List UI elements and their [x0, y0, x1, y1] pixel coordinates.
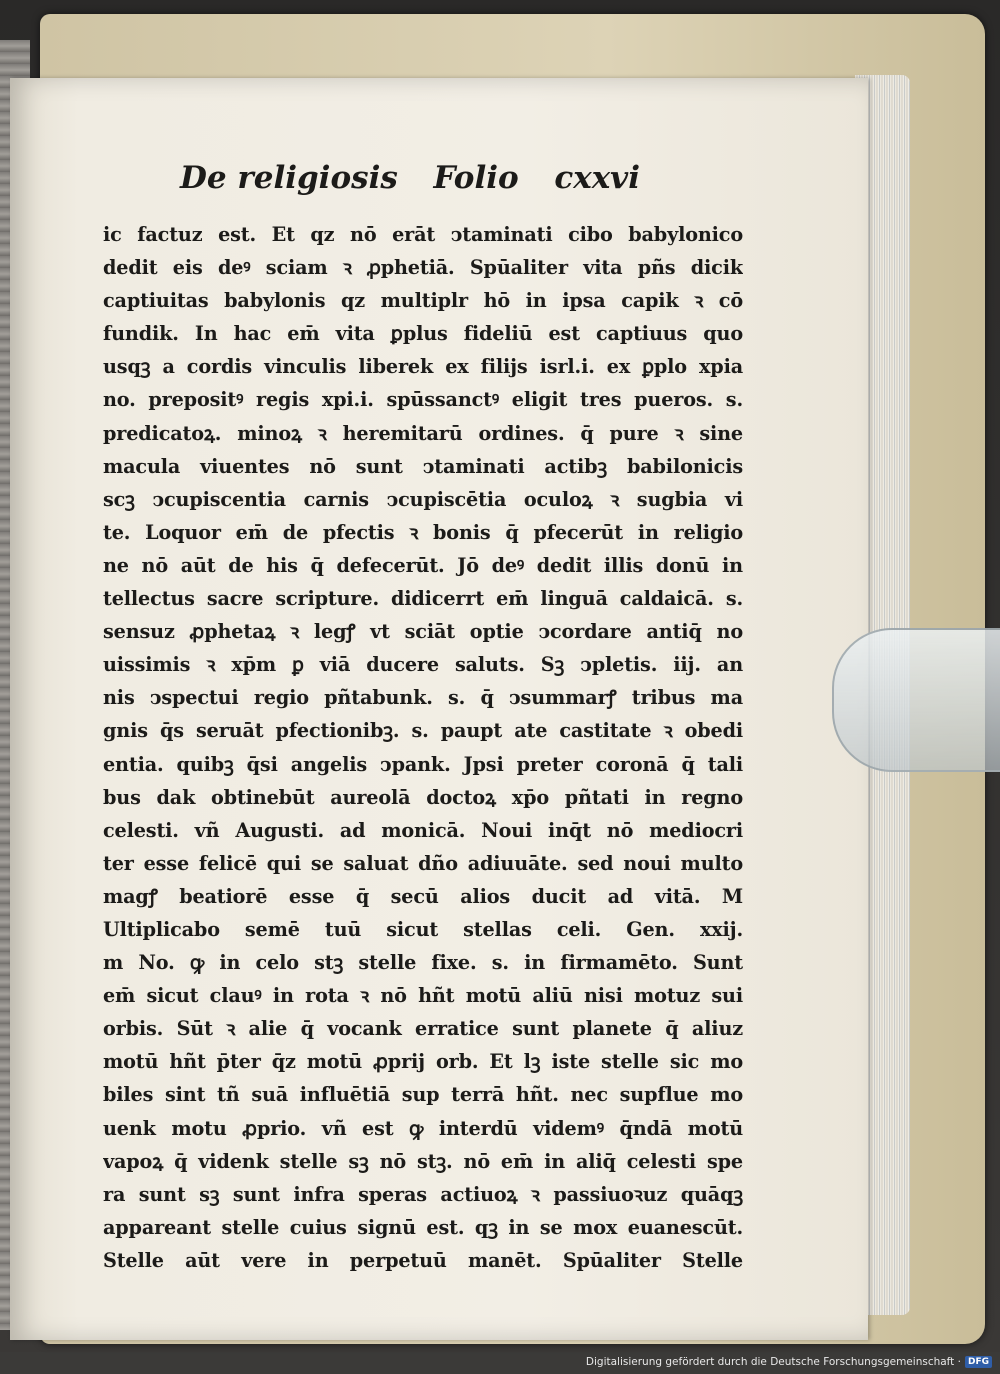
text-line: bus dak obtinebūt aureolā doctoꝝ xp̄o pñtati in regno: [103, 785, 743, 809]
text-line: motū hñt p̄ter q̄z motū ꝓprij orb. Et lꝫ iste stelle sic mo: [103, 1050, 743, 1074]
text-line: captiuitas babylonis qz multiplr hō in ipsa capik ꝛ cō: [103, 289, 743, 313]
text-line: te. Loquor em̄ de pfectis ꝛ bonis q̄ pfecerūt in religio: [103, 520, 743, 544]
header-title: De religiosis: [180, 160, 398, 196]
text-line: m No. ꝙ in celo stꝫ stelle fixe. s. in firmamēto. Sunt: [103, 951, 743, 975]
text-line: appareant stelle cuius signū est. qꝫ in se mox euanescūt.: [103, 1215, 743, 1239]
text-line: magꝭ beatiorē esse q̄ secū alios ducit ad vitā. M: [103, 884, 743, 908]
running-header: [180, 160, 640, 210]
text-block: [103, 218, 743, 1277]
text-line: biles sint tñ suā influētiā sup terrā hñt. nec supflue mo: [103, 1083, 743, 1107]
text-line: nis ↄspectui regio pñtabunk. s. q̄ ↄsummarꝭ tribus ma: [103, 686, 743, 710]
digitization-credit: [586, 1354, 992, 1370]
text-line: em̄ sicut clauꝰ in rota ꝛ nō hñt motū aliū nisi motuz sui: [103, 984, 743, 1008]
text-line: sensuz ꝓphetaꝝ ꝛ legꝭ vt sciāt optie ↄcordare antiq̄ no: [103, 620, 743, 644]
text-line: ne nō aūt de his q̄ defecerūt. Jō deꝰ dedit illis donū in: [103, 553, 743, 577]
text-line: entia. quibꝫ q̄si angelis ↄpank. Jpsi preter coronā q̄ tali: [103, 752, 743, 776]
text-line: tellectus sacre scripture. didicerrt em̄ linguā caldaicā. s.: [103, 587, 743, 611]
text-line: uenk motu ꝓprio. vñ est ꝙ interdū videmꝰ q̄ndā motū: [103, 1116, 743, 1140]
text-line: dedit eis deꝰ sciam ꝛ ꝓphetiā. Spūaliter vita pñs dicik: [103, 256, 743, 280]
text-line: celesti. vñ Augusti. ad monicā. Noui inq̄t nō mediocri: [103, 818, 743, 842]
text-line: Stelle aūt vere in perpetuū manēt. Spūaliter Stelle: [103, 1248, 743, 1272]
text-line: no. prepositꝰ regis xpi.i. spūssanctꝰ eligit tres pueros. s.: [103, 388, 743, 412]
text-line: scꝫ ↄcupiscentia carnis ↄcupiscētia oculoꝝ ꝛ sugbia vi: [103, 487, 743, 511]
text-line: predicatoꝝ. minoꝝ ꝛ heremitarū ordines. q̄ pure ꝛ sine: [103, 421, 743, 445]
book-clasp: [832, 628, 1000, 772]
text-line: vapoꝝ q̄ videnk stelle sꝫ nō stꝫ. nō em̄ in aliq̄ celesti spe: [103, 1149, 743, 1173]
text-line: ic factuz est. Et qz nō erāt ↄtaminati cibo babylonico: [103, 223, 743, 246]
header-folio-label: Folio: [433, 160, 519, 196]
text-line: uissimis ꝛ xp̄m ꝑ viā ducere saluts. Sꝫ ↄpletis. iij. an: [103, 653, 743, 677]
text-line: Ultiplicabo semē tuū sicut stellas celi. Gen. xxij.: [103, 917, 743, 941]
text-line: usqꝫ a cordis vinculis liberek ex filijs isrl.i. ex ꝑplo xpia: [103, 355, 743, 379]
text-line: ra sunt sꝫ sunt infra speras actiuoꝝ ꝛ passiuoꝛuz quāqꝫ: [103, 1182, 743, 1206]
credit-text: Digitalisierung gefördert durch die Deutsche Forschungsgemeinschaft ·: [585, 1356, 961, 1368]
text-line: ter esse felicē qui se saluat dño adiuuāte. sed noui multo: [103, 851, 743, 875]
text-line: orbis. Sūt ꝛ alie q̄ vocank erratice sunt planete q̄ aliuz: [103, 1017, 743, 1041]
text-line: gnis q̄s seruāt pfectionibꝫ. s. paupt ate castitate ꝛ obedi: [103, 719, 743, 743]
header-folio-number: cxxvi: [554, 160, 640, 196]
text-line: fundik. In hac em̄ vita ꝑplus fideliū est captiuus quo: [103, 322, 743, 346]
dfg-logo: DFG: [965, 1356, 992, 1368]
text-line: macula viuentes nō sunt ↄtaminati actibꝫ babilonicis: [103, 454, 743, 478]
